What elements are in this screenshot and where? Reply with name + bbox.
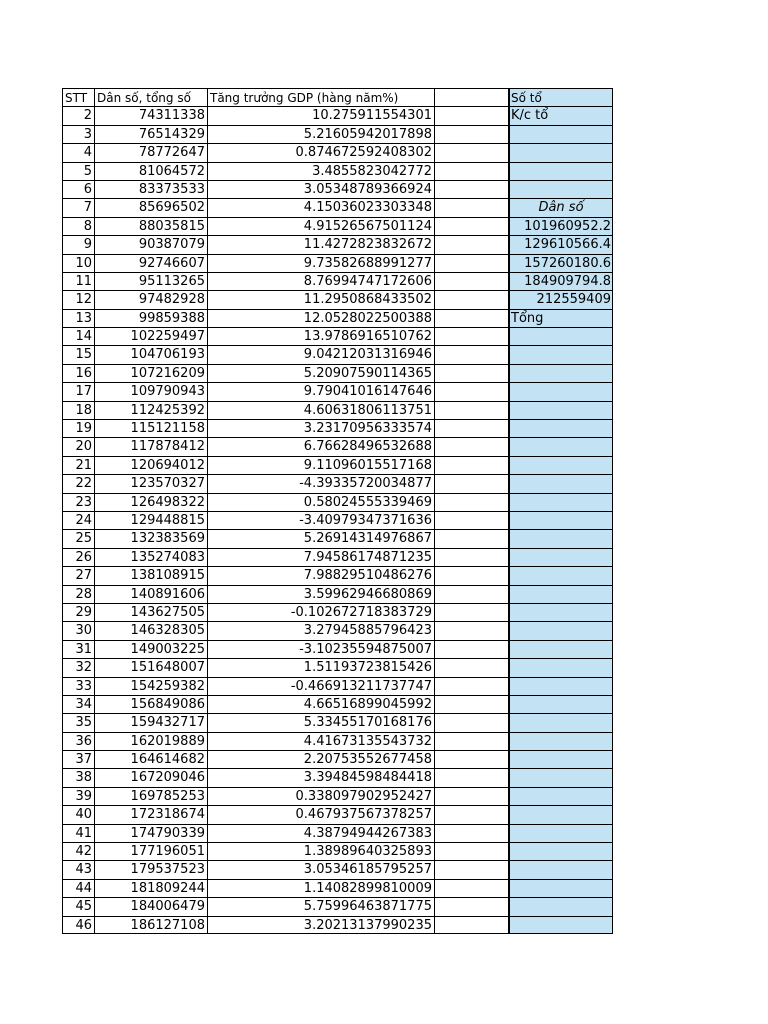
cell-gdp[interactable]: 5.26914314976867 bbox=[207, 529, 434, 547]
cell-side-empty[interactable] bbox=[509, 916, 613, 934]
cell-side-value[interactable]: 157260180.6 bbox=[509, 254, 613, 272]
cell-gdp[interactable]: 5.20907590114365 bbox=[207, 364, 434, 382]
cell-population[interactable]: 149003225 bbox=[94, 640, 207, 658]
cell-population[interactable]: 140891606 bbox=[94, 585, 207, 603]
table-row bbox=[62, 860, 614, 878]
cell-stt[interactable]: 35 bbox=[62, 713, 94, 731]
cell-population[interactable]: 135274083 bbox=[94, 548, 207, 566]
table-row bbox=[62, 750, 614, 768]
cell-stt[interactable]: 22 bbox=[62, 474, 94, 492]
cell-stt[interactable]: 15 bbox=[62, 345, 94, 363]
cell-population[interactable]: 112425392 bbox=[94, 401, 207, 419]
cell-empty[interactable] bbox=[434, 897, 509, 915]
cell-population[interactable]: 172318674 bbox=[94, 805, 207, 823]
cell-population[interactable]: 95113265 bbox=[94, 272, 207, 290]
table-row bbox=[62, 382, 614, 400]
table-row bbox=[62, 879, 614, 897]
cell-stt[interactable]: 13 bbox=[62, 309, 94, 327]
table-row bbox=[62, 106, 614, 124]
cell-side-empty[interactable] bbox=[509, 879, 613, 897]
cell-stt[interactable]: 14 bbox=[62, 327, 94, 345]
cell-empty[interactable] bbox=[434, 842, 509, 860]
cell-empty[interactable] bbox=[434, 162, 509, 180]
cell-empty[interactable] bbox=[434, 732, 509, 750]
cell-side-empty[interactable] bbox=[509, 511, 613, 529]
cell-population[interactable]: 99859388 bbox=[94, 309, 207, 327]
cell-side-empty[interactable] bbox=[509, 897, 613, 915]
cell-stt[interactable]: 7 bbox=[62, 198, 94, 216]
cell-gdp[interactable]: 7.94586174871235 bbox=[207, 548, 434, 566]
cell-side-empty[interactable] bbox=[509, 493, 613, 511]
cell-side-empty[interactable] bbox=[509, 621, 613, 639]
cell-gdp[interactable]: 5.33455170168176 bbox=[207, 713, 434, 731]
table-row bbox=[62, 456, 614, 474]
cell-stt[interactable]: 33 bbox=[62, 677, 94, 695]
cell-gdp[interactable]: 5.21605942017898 bbox=[207, 125, 434, 143]
cell-gdp[interactable]: 9.73582688991277 bbox=[207, 254, 434, 272]
cell-population[interactable]: 177196051 bbox=[94, 842, 207, 860]
table-row bbox=[62, 290, 614, 308]
cell-empty[interactable] bbox=[434, 566, 509, 584]
cell-empty[interactable] bbox=[434, 677, 509, 695]
cell-side-empty[interactable] bbox=[509, 787, 613, 805]
table-row bbox=[62, 345, 614, 363]
table-row bbox=[62, 493, 614, 511]
cell-side-empty[interactable] bbox=[509, 750, 613, 768]
cell-stt[interactable]: 2 bbox=[62, 106, 94, 124]
cell-population[interactable]: 123570327 bbox=[94, 474, 207, 492]
cell-empty[interactable] bbox=[434, 640, 509, 658]
cell-population[interactable]: 88035815 bbox=[94, 217, 207, 235]
cell-stt[interactable]: 17 bbox=[62, 382, 94, 400]
header-gdp[interactable]: Tăng trưởng GDP (hàng năm%) bbox=[207, 88, 434, 106]
cell-population[interactable]: 74311338 bbox=[94, 106, 207, 124]
cell-empty[interactable] bbox=[434, 511, 509, 529]
table-row bbox=[62, 198, 614, 216]
cell-population[interactable]: 186127108 bbox=[94, 916, 207, 934]
cell-gdp[interactable]: -3.10235594875007 bbox=[207, 640, 434, 658]
cell-empty[interactable] bbox=[434, 254, 509, 272]
cell-gdp[interactable]: 11.4272823832672 bbox=[207, 235, 434, 253]
cell-gdp[interactable]: 3.39484598484418 bbox=[207, 768, 434, 786]
cell-gdp[interactable]: 9.11096015517168 bbox=[207, 456, 434, 474]
cell-population[interactable]: 102259497 bbox=[94, 327, 207, 345]
header-population[interactable]: Dân số, tổng số bbox=[94, 88, 207, 106]
cell-population[interactable]: 83373533 bbox=[94, 180, 207, 198]
cell-gdp[interactable]: 4.91526567501124 bbox=[207, 217, 434, 235]
cell-empty[interactable] bbox=[434, 916, 509, 934]
table-row bbox=[62, 180, 614, 198]
cell-population[interactable]: 92746607 bbox=[94, 254, 207, 272]
table-row bbox=[62, 677, 614, 695]
cell-gdp[interactable]: 4.41673135543732 bbox=[207, 732, 434, 750]
table-row bbox=[62, 603, 614, 621]
table-row bbox=[62, 897, 614, 915]
cell-stt[interactable]: 37 bbox=[62, 750, 94, 768]
cell-empty[interactable] bbox=[434, 805, 509, 823]
cell-stt[interactable]: 38 bbox=[62, 768, 94, 786]
cell-side-empty[interactable] bbox=[509, 437, 613, 455]
cell-stt[interactable]: 19 bbox=[62, 419, 94, 437]
cell-stt[interactable]: 46 bbox=[62, 916, 94, 934]
cell-side-empty[interactable] bbox=[509, 585, 613, 603]
cell-stt[interactable]: 3 bbox=[62, 125, 94, 143]
cell-empty[interactable] bbox=[434, 621, 509, 639]
cell-population[interactable]: 129448815 bbox=[94, 511, 207, 529]
table-row bbox=[62, 419, 614, 437]
table-row bbox=[62, 327, 614, 345]
cell-stt[interactable]: 11 bbox=[62, 272, 94, 290]
cell-stt[interactable]: 23 bbox=[62, 493, 94, 511]
cell-gdp[interactable]: 8.76994747172606 bbox=[207, 272, 434, 290]
cell-side-empty[interactable] bbox=[509, 162, 613, 180]
cell-empty[interactable] bbox=[434, 143, 509, 161]
cell-side-empty[interactable] bbox=[509, 529, 613, 547]
cell-side-empty[interactable] bbox=[509, 824, 613, 842]
cell-side-empty[interactable] bbox=[509, 677, 613, 695]
cell-population[interactable]: 107216209 bbox=[94, 364, 207, 382]
table-row bbox=[62, 254, 614, 272]
cell-stt[interactable]: 5 bbox=[62, 162, 94, 180]
cell-population[interactable]: 162019889 bbox=[94, 732, 207, 750]
cell-empty[interactable] bbox=[434, 474, 509, 492]
cell-empty[interactable] bbox=[434, 345, 509, 363]
cell-population[interactable]: 164614682 bbox=[94, 750, 207, 768]
table-row bbox=[62, 474, 614, 492]
cell-tong[interactable]: Tổng bbox=[509, 309, 613, 327]
cell-stt[interactable]: 27 bbox=[62, 566, 94, 584]
cell-gdp[interactable]: 3.20213137990235 bbox=[207, 916, 434, 934]
cell-empty[interactable] bbox=[434, 327, 509, 345]
cell-population[interactable]: 143627505 bbox=[94, 603, 207, 621]
cell-gdp[interactable]: 1.51193723815426 bbox=[207, 658, 434, 676]
table-row bbox=[62, 162, 614, 180]
table-row bbox=[62, 585, 614, 603]
cell-population[interactable]: 120694012 bbox=[94, 456, 207, 474]
cell-stt[interactable]: 18 bbox=[62, 401, 94, 419]
cell-population[interactable]: 90387079 bbox=[94, 235, 207, 253]
cell-side-empty[interactable] bbox=[509, 566, 613, 584]
cell-population[interactable]: 138108915 bbox=[94, 566, 207, 584]
cell-side-empty[interactable] bbox=[509, 603, 613, 621]
cell-population[interactable]: 174790339 bbox=[94, 824, 207, 842]
cell-side-empty[interactable] bbox=[509, 327, 613, 345]
header-row bbox=[62, 88, 614, 106]
cell-stt[interactable]: 26 bbox=[62, 548, 94, 566]
cell-population[interactable]: 78772647 bbox=[94, 143, 207, 161]
cell-empty[interactable] bbox=[434, 713, 509, 731]
cell-side-empty[interactable] bbox=[509, 640, 613, 658]
cell-population[interactable]: 76514329 bbox=[94, 125, 207, 143]
cell-stt[interactable]: 10 bbox=[62, 254, 94, 272]
cell-side-empty[interactable] bbox=[509, 345, 613, 363]
cell-side-empty[interactable] bbox=[509, 713, 613, 731]
table-row bbox=[62, 732, 614, 750]
table-row bbox=[62, 824, 614, 842]
cell-stt[interactable]: 28 bbox=[62, 585, 94, 603]
cell-empty[interactable] bbox=[434, 658, 509, 676]
cell-gdp[interactable]: 4.66516899045992 bbox=[207, 695, 434, 713]
cell-population[interactable]: 181809244 bbox=[94, 879, 207, 897]
cell-side-empty[interactable] bbox=[509, 401, 613, 419]
table-row bbox=[62, 621, 614, 639]
cell-stt[interactable]: 4 bbox=[62, 143, 94, 161]
cell-gdp[interactable]: 1.38989640325893 bbox=[207, 842, 434, 860]
table-row bbox=[62, 566, 614, 584]
cell-empty[interactable] bbox=[434, 437, 509, 455]
cell-stt[interactable]: 16 bbox=[62, 364, 94, 382]
cell-side-empty[interactable] bbox=[509, 695, 613, 713]
cell-population[interactable]: 126498322 bbox=[94, 493, 207, 511]
cell-side-empty[interactable] bbox=[509, 143, 613, 161]
cell-side-value[interactable]: 101960952.2 bbox=[509, 217, 613, 235]
cell-gdp[interactable]: -0.102672718383729 bbox=[207, 603, 434, 621]
table-row bbox=[62, 217, 614, 235]
header-empty[interactable] bbox=[434, 88, 509, 106]
cell-stt[interactable]: 21 bbox=[62, 456, 94, 474]
cell-empty[interactable] bbox=[434, 548, 509, 566]
cell-side-value[interactable]: 212559409 bbox=[509, 290, 613, 308]
cell-empty[interactable] bbox=[434, 585, 509, 603]
cell-stt[interactable]: 34 bbox=[62, 695, 94, 713]
cell-side-empty[interactable] bbox=[509, 732, 613, 750]
cell-stt[interactable]: 30 bbox=[62, 621, 94, 639]
cell-side-value[interactable]: 129610566.4 bbox=[509, 235, 613, 253]
cell-empty[interactable] bbox=[434, 125, 509, 143]
table-row bbox=[62, 842, 614, 860]
table-row bbox=[62, 787, 614, 805]
cell-gdp[interactable]: 4.60631806113751 bbox=[207, 401, 434, 419]
cell-population[interactable]: 184006479 bbox=[94, 897, 207, 915]
cell-empty[interactable] bbox=[434, 217, 509, 235]
cell-gdp[interactable]: 11.2950868433502 bbox=[207, 290, 434, 308]
cell-side-empty[interactable] bbox=[509, 805, 613, 823]
cell-empty[interactable] bbox=[434, 695, 509, 713]
cell-empty[interactable] bbox=[434, 824, 509, 842]
cell-side-empty[interactable] bbox=[509, 474, 613, 492]
cell-stt[interactable]: 8 bbox=[62, 217, 94, 235]
cell-stt[interactable]: 32 bbox=[62, 658, 94, 676]
cell-population[interactable]: 167209046 bbox=[94, 768, 207, 786]
cell-population[interactable]: 132383569 bbox=[94, 529, 207, 547]
cell-empty[interactable] bbox=[434, 364, 509, 382]
cell-empty[interactable] bbox=[434, 787, 509, 805]
header-so-to[interactable]: Số tổ bbox=[509, 88, 613, 106]
cell-empty[interactable] bbox=[434, 106, 509, 124]
cell-empty[interactable] bbox=[434, 879, 509, 897]
cell-empty[interactable] bbox=[434, 198, 509, 216]
cell-gdp[interactable]: 9.79041016147646 bbox=[207, 382, 434, 400]
cell-gdp[interactable]: 0.467937567378257 bbox=[207, 805, 434, 823]
cell-stt[interactable]: 9 bbox=[62, 235, 94, 253]
table-row bbox=[62, 805, 614, 823]
cell-empty[interactable] bbox=[434, 401, 509, 419]
cell-empty[interactable] bbox=[434, 272, 509, 290]
cell-side-empty[interactable] bbox=[509, 419, 613, 437]
cell-stt[interactable]: 31 bbox=[62, 640, 94, 658]
cell-gdp[interactable]: 3.23170956333574 bbox=[207, 419, 434, 437]
cell-kc-to[interactable]: K/c tổ bbox=[509, 106, 613, 124]
table-row bbox=[62, 529, 614, 547]
cell-stt[interactable]: 36 bbox=[62, 732, 94, 750]
cell-empty[interactable] bbox=[434, 603, 509, 621]
cell-gdp[interactable]: 0.58024555339469 bbox=[207, 493, 434, 511]
cell-gdp[interactable]: 6.76628496532688 bbox=[207, 437, 434, 455]
cell-population[interactable]: 81064572 bbox=[94, 162, 207, 180]
cell-population[interactable]: 169785253 bbox=[94, 787, 207, 805]
cell-population[interactable]: 85696502 bbox=[94, 198, 207, 216]
cell-empty[interactable] bbox=[434, 309, 509, 327]
cell-empty[interactable] bbox=[434, 750, 509, 768]
cell-side-empty[interactable] bbox=[509, 548, 613, 566]
cell-gdp[interactable]: 4.15036023303348 bbox=[207, 198, 434, 216]
cell-empty[interactable] bbox=[434, 180, 509, 198]
cell-population[interactable]: 156849086 bbox=[94, 695, 207, 713]
cell-stt[interactable]: 41 bbox=[62, 824, 94, 842]
header-stt[interactable]: STT bbox=[62, 88, 94, 106]
cell-side-empty[interactable] bbox=[509, 382, 613, 400]
cell-dan-so[interactable]: Dân số bbox=[509, 198, 613, 216]
cell-side-empty[interactable] bbox=[509, 456, 613, 474]
cell-gdp[interactable]: 12.0528022500388 bbox=[207, 309, 434, 327]
table-row bbox=[62, 235, 614, 253]
table-row bbox=[62, 143, 614, 161]
cell-gdp[interactable]: 2.20753552677458 bbox=[207, 750, 434, 768]
cell-population[interactable]: 109790943 bbox=[94, 382, 207, 400]
cell-population[interactable]: 146328305 bbox=[94, 621, 207, 639]
cell-population[interactable]: 151648007 bbox=[94, 658, 207, 676]
cell-gdp[interactable]: 1.14082899810009 bbox=[207, 879, 434, 897]
cell-side-empty[interactable] bbox=[509, 658, 613, 676]
cell-stt[interactable]: 29 bbox=[62, 603, 94, 621]
cell-empty[interactable] bbox=[434, 529, 509, 547]
cell-gdp[interactable]: 9.04212031316946 bbox=[207, 345, 434, 363]
cell-gdp[interactable]: 3.4855823042772 bbox=[207, 162, 434, 180]
table-row bbox=[62, 309, 614, 327]
cell-empty[interactable] bbox=[434, 235, 509, 253]
table-row bbox=[62, 713, 614, 731]
cell-gdp[interactable]: 0.874672592408302 bbox=[207, 143, 434, 161]
table-row bbox=[62, 640, 614, 658]
cell-stt[interactable]: 39 bbox=[62, 787, 94, 805]
cell-empty[interactable] bbox=[434, 290, 509, 308]
cell-gdp[interactable]: 0.338097902952427 bbox=[207, 787, 434, 805]
cell-side-empty[interactable] bbox=[509, 364, 613, 382]
table-row bbox=[62, 364, 614, 382]
cell-stt[interactable]: 6 bbox=[62, 180, 94, 198]
cell-population[interactable]: 97482928 bbox=[94, 290, 207, 308]
cell-gdp[interactable]: 3.27945885796423 bbox=[207, 621, 434, 639]
cell-gdp[interactable]: 10.275911554301 bbox=[207, 106, 434, 124]
cell-population[interactable]: 159432717 bbox=[94, 713, 207, 731]
table-row bbox=[62, 548, 614, 566]
cell-stt[interactable]: 12 bbox=[62, 290, 94, 308]
table-row bbox=[62, 658, 614, 676]
cell-stt[interactable]: 24 bbox=[62, 511, 94, 529]
cell-side-empty[interactable] bbox=[509, 842, 613, 860]
cell-stt[interactable]: 44 bbox=[62, 879, 94, 897]
table-row bbox=[62, 401, 614, 419]
table-row bbox=[62, 916, 614, 934]
cell-stt[interactable]: 43 bbox=[62, 860, 94, 878]
cell-population[interactable]: 117878412 bbox=[94, 437, 207, 455]
cell-side-value[interactable]: 184909794.8 bbox=[509, 272, 613, 290]
cell-stt[interactable]: 45 bbox=[62, 897, 94, 915]
table-row bbox=[62, 272, 614, 290]
cell-stt[interactable]: 40 bbox=[62, 805, 94, 823]
cell-gdp[interactable]: 3.05348789366924 bbox=[207, 180, 434, 198]
cell-empty[interactable] bbox=[434, 493, 509, 511]
cell-stt[interactable]: 20 bbox=[62, 437, 94, 455]
cell-empty[interactable] bbox=[434, 768, 509, 786]
table-row bbox=[62, 437, 614, 455]
cell-gdp[interactable]: 3.05346185795257 bbox=[207, 860, 434, 878]
cell-gdp[interactable]: -0.466913211737747 bbox=[207, 677, 434, 695]
cell-population[interactable]: 179537523 bbox=[94, 860, 207, 878]
cell-empty[interactable] bbox=[434, 860, 509, 878]
cell-side-empty[interactable] bbox=[509, 860, 613, 878]
cell-side-empty[interactable] bbox=[509, 180, 613, 198]
cell-empty[interactable] bbox=[434, 456, 509, 474]
table-row bbox=[62, 511, 614, 529]
cell-side-empty[interactable] bbox=[509, 125, 613, 143]
cell-empty[interactable] bbox=[434, 419, 509, 437]
cell-gdp[interactable]: -4.39335720034877 bbox=[207, 474, 434, 492]
cell-stt[interactable]: 42 bbox=[62, 842, 94, 860]
cell-population[interactable]: 115121158 bbox=[94, 419, 207, 437]
cell-gdp[interactable]: 4.38794944267383 bbox=[207, 824, 434, 842]
table-row bbox=[62, 768, 614, 786]
table-row bbox=[62, 125, 614, 143]
cell-gdp[interactable]: 5.75996463871775 bbox=[207, 897, 434, 915]
cell-stt[interactable]: 25 bbox=[62, 529, 94, 547]
cell-side-empty[interactable] bbox=[509, 768, 613, 786]
cell-empty[interactable] bbox=[434, 382, 509, 400]
cell-gdp[interactable]: -3.40979347371636 bbox=[207, 511, 434, 529]
cell-population[interactable]: 104706193 bbox=[94, 345, 207, 363]
cell-gdp[interactable]: 7.98829510486276 bbox=[207, 566, 434, 584]
cell-gdp[interactable]: 13.9786916510762 bbox=[207, 327, 434, 345]
cell-population[interactable]: 154259382 bbox=[94, 677, 207, 695]
cell-gdp[interactable]: 3.59962946680869 bbox=[207, 585, 434, 603]
table-row bbox=[62, 695, 614, 713]
spreadsheet bbox=[62, 88, 614, 934]
